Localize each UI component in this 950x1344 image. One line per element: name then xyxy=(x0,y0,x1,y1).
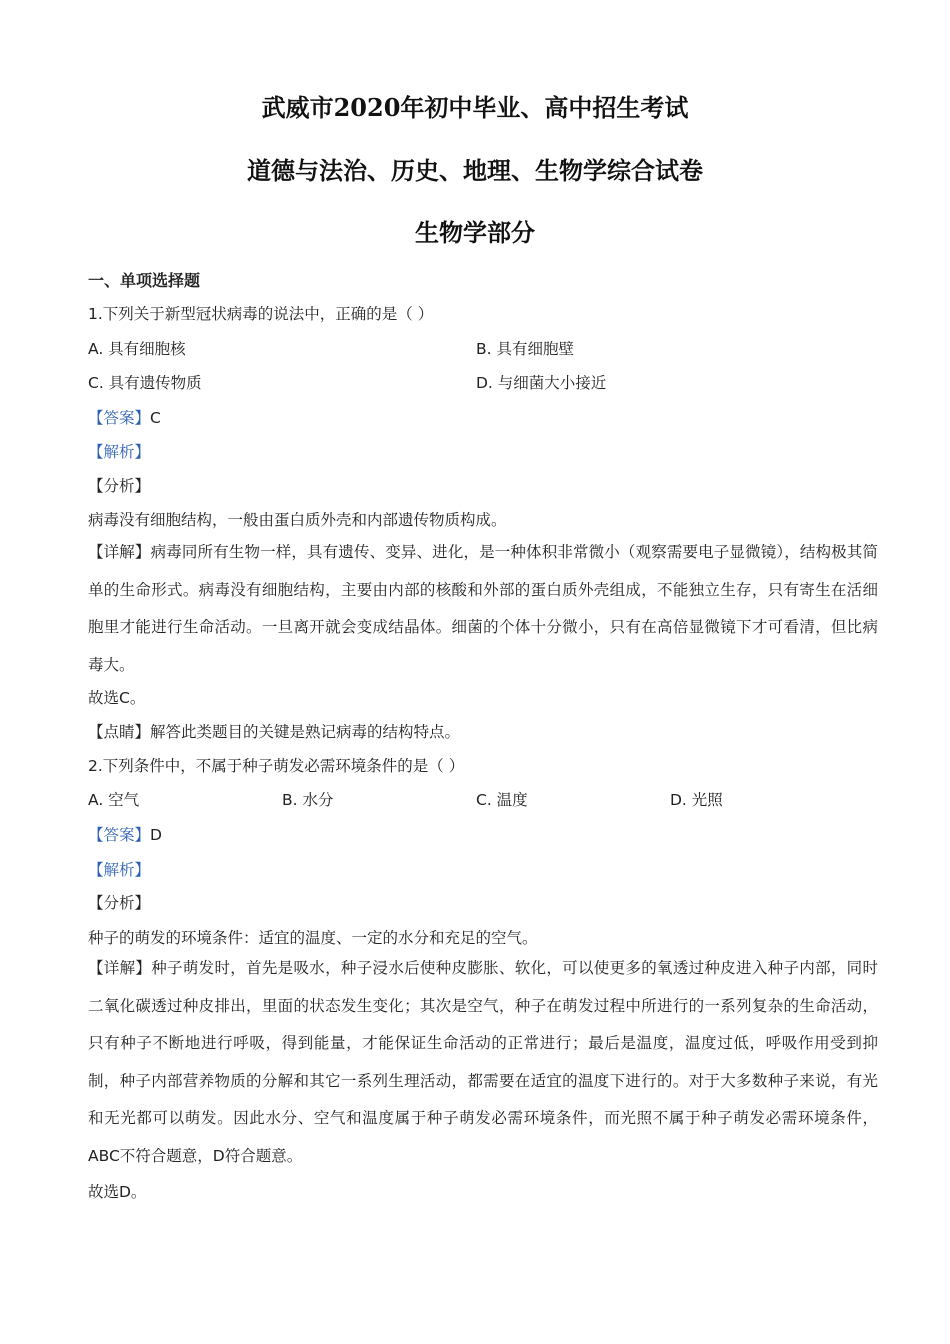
question-2-fenxi-text: 种子的萌发的环境条件：适宜的温度、一定的水分和充足的空气。 xyxy=(88,929,538,947)
question-1-option-a: A. 具有细胞核 xyxy=(88,340,186,358)
dianjing-tag: 【点睛】 xyxy=(88,723,151,741)
question-2-option-b: B. 水分 xyxy=(282,791,334,809)
question-1-dianjing xyxy=(88,720,460,742)
question-2-stem: 2.下列条件中，不属于种子萌发必需环境条件的是（ ） xyxy=(88,757,465,775)
question-2-answer xyxy=(88,823,162,845)
question-2-conclusion: 故选D。 xyxy=(88,1183,147,1201)
section-heading: 一、单项选择题 xyxy=(88,271,201,290)
exam-title: 武威市2020年初中毕业、高中招生考试 xyxy=(261,93,689,122)
answer-tag: 【答案】 xyxy=(88,409,151,427)
question-2-detail xyxy=(88,950,878,1175)
question-1-option-d: D. 与细菌大小接近 xyxy=(476,374,607,392)
answer-value: C xyxy=(150,409,161,427)
answer-tag: 【答案】 xyxy=(88,826,151,844)
question-1-stem: 1.下列关于新型冠状病毒的说法中，正确的是（ ） xyxy=(88,305,434,323)
detail-text: 种子萌发时，首先是吸水，种子浸水后使种皮膨胀、软化，可以使更多的氧透过种皮进入种子内部，同时二氧化碳透过种皮排出，里面的状态发生变化；其次是空气，种子在萌发过程中所进行的一系列复杂的生命活动，只有种子不断地进行呼吸，得到能量，才能保证生命活动的正常进行；最后是温度，温度过低，呼吸作用受到抑制，种子内部营养物质的分解和其它一系列生理活动，都需要在适宜的温度下进行的。对于大多数种子来说，有光和无光都可以萌发。因此水分、空气和温度属于种子萌发必需环境条件，而光照不属于种子萌发必需环境条件，ABC不符合题意，D符合题意。 xyxy=(88,959,878,1165)
exam-subject-title: 道德与法治、历史、地理、生物学综合试卷 xyxy=(247,156,703,185)
answer-value: D xyxy=(150,826,162,844)
question-2-analysis-tag: 【解析】 xyxy=(88,861,151,879)
question-1-conclusion: 故选C。 xyxy=(88,689,146,707)
detail-text: 病毒同所有生物一样，具有遗传、变异、进化，是一种体积非常微小（观察需要电子显微镜），结构极其简单的生命形式。病毒没有细胞结构，主要由内部的核酸和外部的蛋白质外壳组成，不能独立生存，只有寄生在活细胞里才能进行生命活动。一旦离开就会变成结晶体。细菌的个体十分微小，只有在高倍显微镜下才可看清，但比病毒大。 xyxy=(88,543,878,674)
section-title: 生物学部分 xyxy=(415,218,535,247)
question-1-fenxi-text: 病毒没有细胞结构，一般由蛋白质外壳和内部遗传物质构成。 xyxy=(88,511,507,529)
question-1-detail xyxy=(88,534,878,684)
question-1-option-b: B. 具有细胞壁 xyxy=(476,340,574,358)
question-1-analysis-tag: 【解析】 xyxy=(88,443,151,461)
detail-tag: 【详解】 xyxy=(88,959,152,977)
dianjing-text: 解答此类题目的关键是熟记病毒的结构特点。 xyxy=(150,723,461,741)
question-2-option-d: D. 光照 xyxy=(670,791,723,809)
question-1-fenxi-tag: 【分析】 xyxy=(88,477,151,495)
question-1-answer xyxy=(88,406,161,428)
question-2-fenxi-tag: 【分析】 xyxy=(88,894,151,912)
question-2-option-c: C. 温度 xyxy=(476,791,528,809)
question-2-option-a: A. 空气 xyxy=(88,791,140,809)
question-1-option-c: C. 具有遗传物质 xyxy=(88,374,202,392)
detail-tag: 【详解】 xyxy=(88,543,151,561)
